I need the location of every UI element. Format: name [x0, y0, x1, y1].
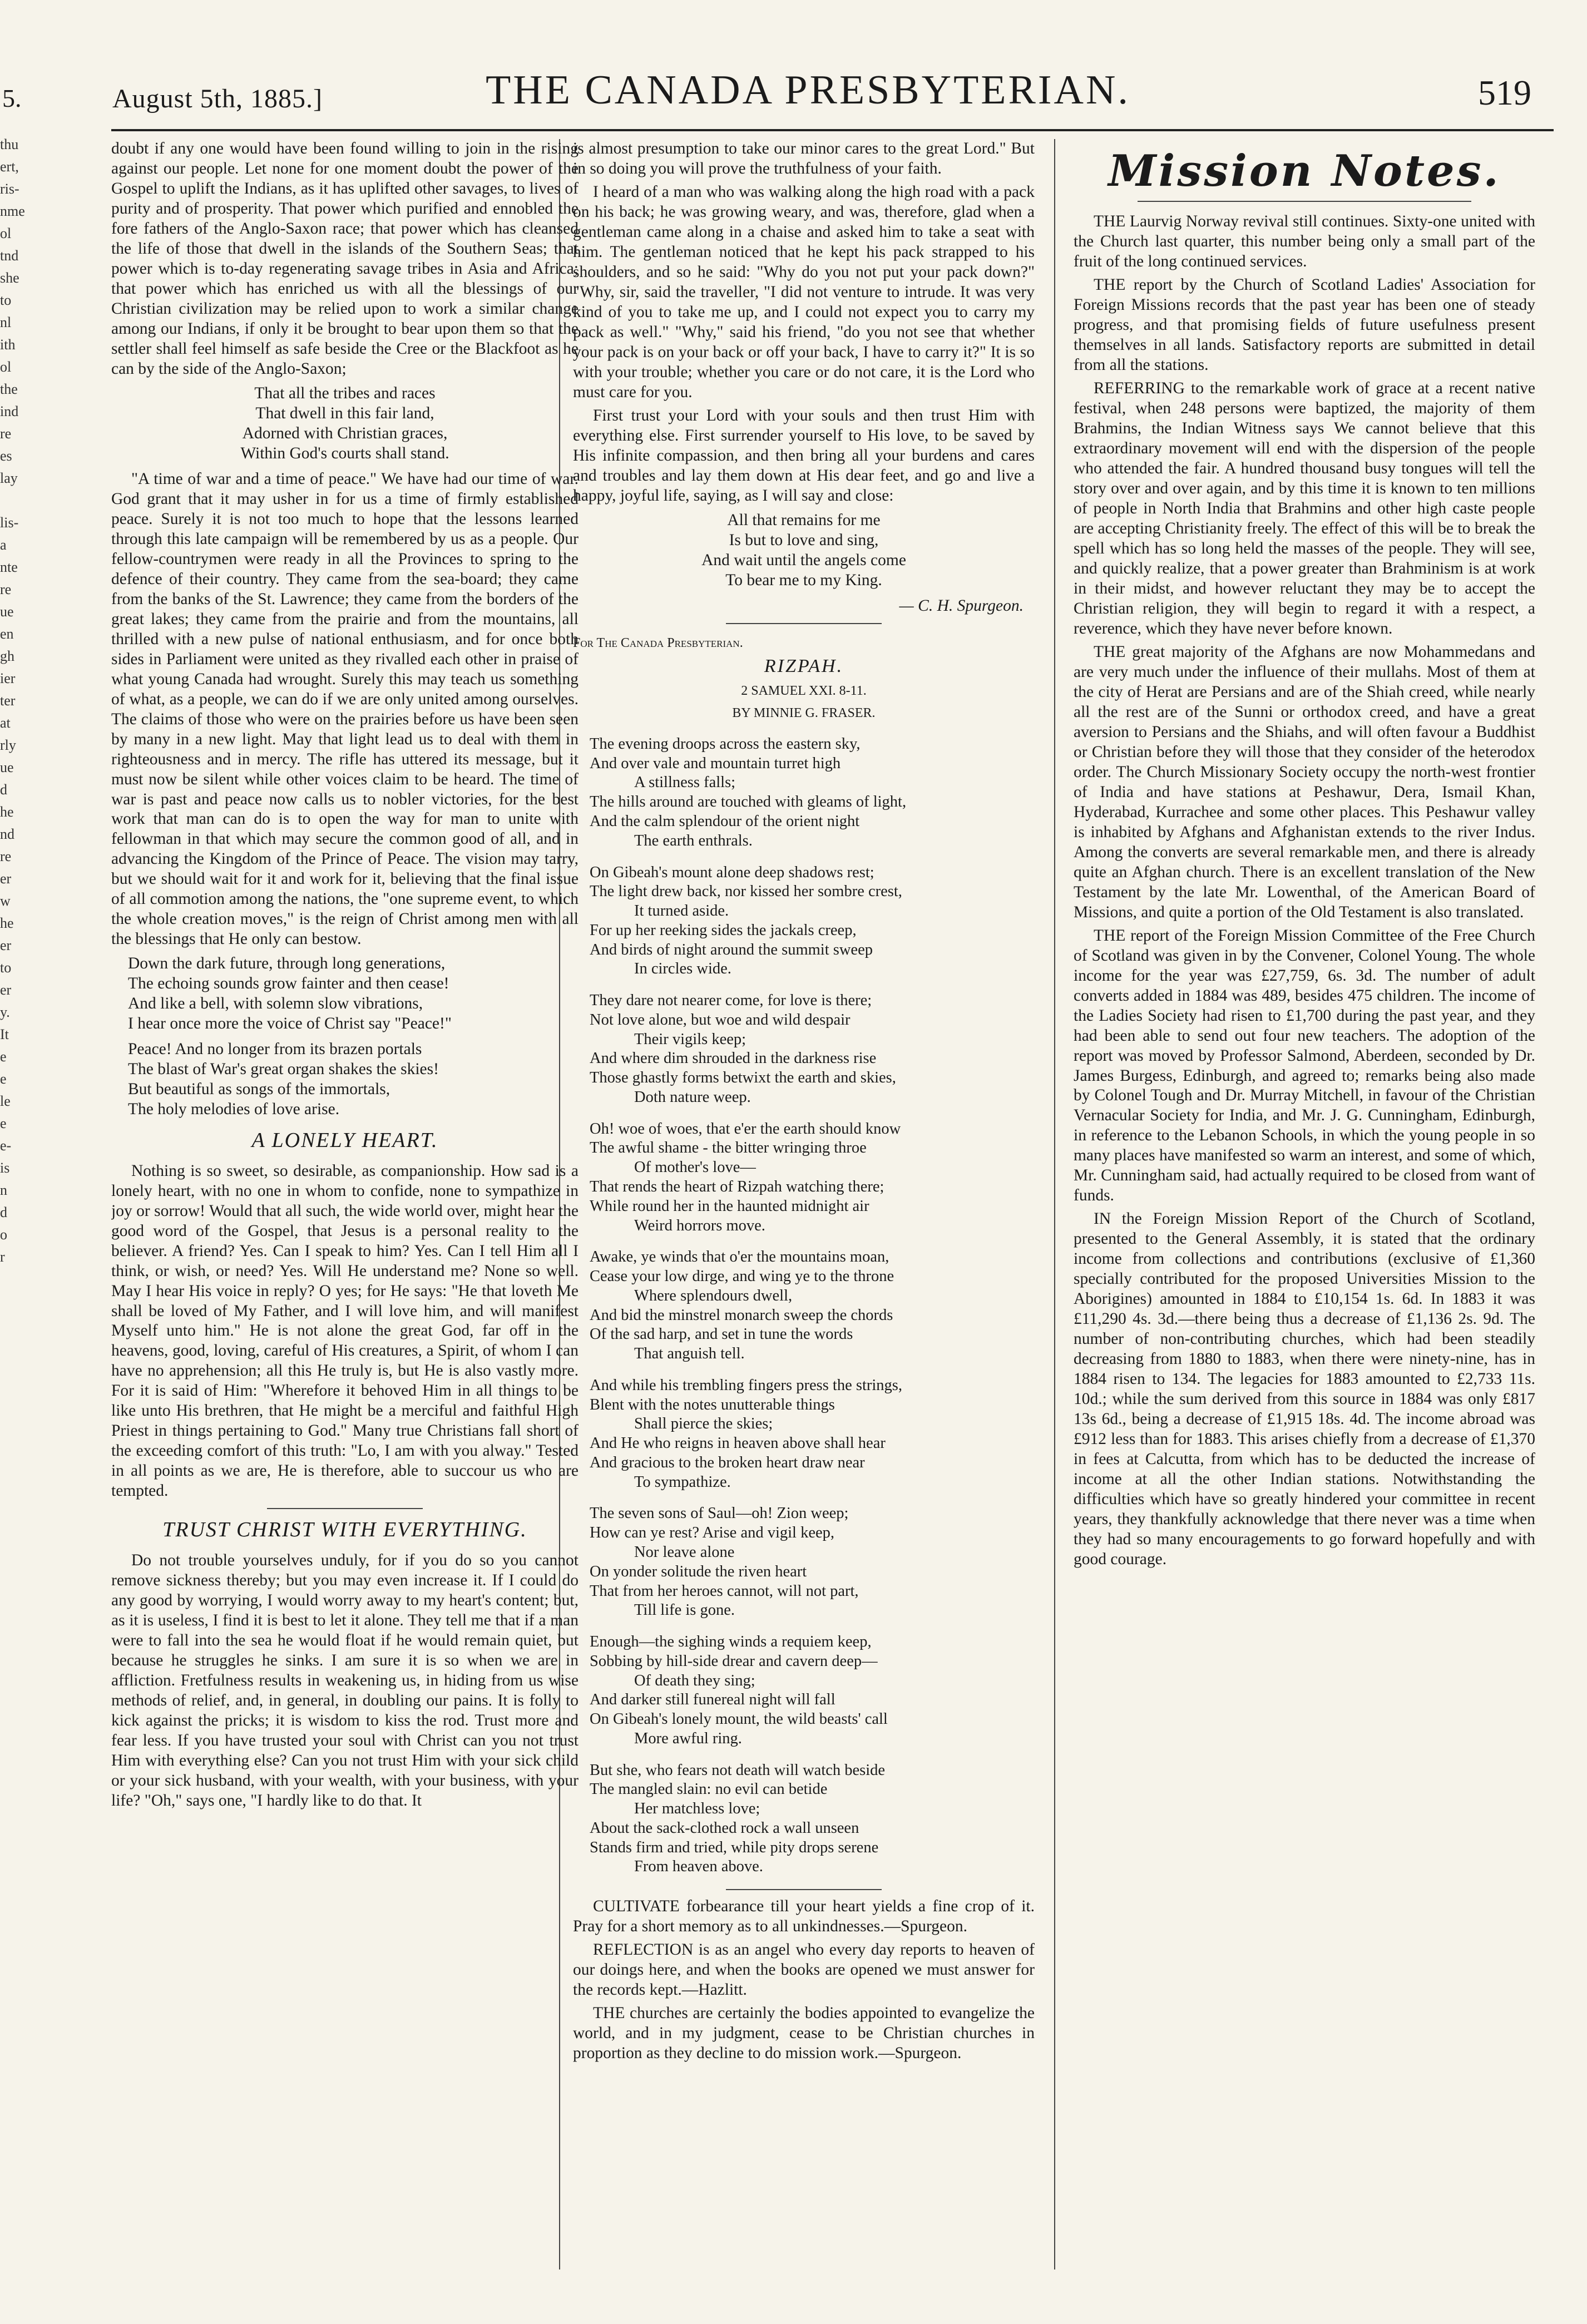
byline-source: For The Canada Presbyterian. [573, 635, 743, 650]
poem-title: RIZPAH. [764, 655, 844, 676]
page-header [51, 56, 1565, 122]
poem-line: And darker still funereal night will fall [590, 1691, 835, 1709]
gutter-fragment: en [0, 626, 14, 642]
gutter-fragment: e [0, 1049, 7, 1065]
gutter-fragment: ris- [0, 181, 19, 197]
poem-line: And over vale and mountain turret high [590, 754, 841, 772]
poem-line: Till life is gone. [634, 1601, 735, 1619]
verse-line: Adorned with Christian graces, [242, 424, 448, 442]
mission-note: THE great majority of the Afghans are now Mohammedans and are very much under the influence of their mullahs. Most of them at the city of Herat are Persians and are of the Shiah creed, while nearly all the rest are of the Sunni or orthodox creed, and have a great aversion to Persians and the Shiahs, and will often favour a Buddhist or Christian before they will those that they consider of the heterodox order. The Church Missionary Society occupy the north-west frontier of India and have stations at Peshawur, Dera, Ismail Khan, Hyderabad, Kurrachee and some other places. This Peshawur valley is inhabited by Afghans and Afghanistan extends to the river Indus. Among the converts are several remarkable men, and there is already quite an Afghan church. There is an excellent translation of the New Testament by the late Mr. Lowenthal, of the American Board of Missions, and quite a portion of the Old Testament is also translated. [1074, 642, 1535, 921]
gutter-fragment: is [0, 1160, 10, 1176]
gutter-fragment: ue [0, 759, 14, 775]
mission-note: REFERRING to the remarkable work of grace at a recent native festival, when 248 persons were baptized, the majority of them Brahmins, the Indian Witness says We cannot believe that this extraordinary movement will end with the dispersion of the people who attended the fair. A hundred thousand busy tongues will tell the story over and over again, and by this time it is known to ten millions of people in North India that Brahmins and other high caste people are accepting Christianity freely. The effect of this will be to break the spell which has so long held the masses of the people. They will see, and quickly realize, that a power greater than Brahminism is at work in their midst, and however reluctant they may be to accept the Christian religion, they will begin to regard it with a respect, a reverence, which they have never before known. [1074, 379, 1535, 637]
gutter-fragment: d [0, 782, 7, 798]
poem-line: It turned aside. [634, 902, 729, 920]
poem-line: The evening droops across the eastern sky, [590, 735, 861, 753]
poem-line: The light drew back, nor kissed her sombre crest, [590, 883, 902, 901]
article-paragraph: First trust your Lord with your souls and then trust Him with everything else. First surrender yourself to His love, to be saved by His infinite compassion, and then bring all your burdens and cares and troubles and lay them down at His dear feet, and go and live a happy, joyful life, saying, as I will say and close: [573, 406, 1035, 505]
gutter-fragment: d [0, 1204, 7, 1220]
section-title: Mission Notes. [1108, 146, 1501, 196]
poem-line: The earth enthrals. [634, 832, 753, 849]
article-paragraph: Nothing is so sweet, so desirable, as companionship. How sad is a lonely heart, with no one in whom to confide, none to sympathize in joy or sorrow! Would that all such, the wide world over, might hear the good word of the Gospel, that Jesus is a personal reality to the believer. A friend? Yes. Can I speak to him? Yes. Can I tell Him all I think, or wish, or need? Yes. Will He understand me? None so well. May I hear His voice in reply? O yes; for He says: "He that loveth Me shall be loved of My Father, and I will love him, and will manifest Myself unto him." He is not alone the great God, far off in the heavens, good, loving, careful of His creatures, a Spirit, of whom I can have no apprehension; all this He truly is, but He is also vastly more. For it is said of Him: "Wherefore it behoved Him in all things to be like unto His brethren, that He might be a merciful and faithful High Priest in things pertaining to God." Many true Christians fall short of the exceeding comfort of this truth: "Lo, I am with you alway." Tested in all points as we are, He is therefore, able to succour us who are tempted. [111, 1161, 579, 1500]
poem-line: Of death they sing; [634, 1672, 755, 1689]
verse-line: But beautiful as songs of the immortals, [128, 1080, 390, 1099]
verse-line: Peace! And no longer from its brazen portals [128, 1040, 422, 1059]
gutter-fragment: er [0, 871, 12, 887]
gutter-fragment: e [0, 1071, 7, 1087]
poem-line: And gracious to the broken heart draw near [590, 1453, 865, 1471]
gutter-fragment: ert, [0, 159, 19, 175]
poem-line: But she, who fears not death will watch beside [590, 1761, 886, 1779]
gutter-fragment: re [0, 581, 12, 597]
poem-stanza [590, 1120, 1035, 1236]
left-gutter-fragments [0, 133, 33, 1357]
poem-line: Of the sad harp, and set in tune the words [590, 1326, 853, 1343]
poem-line: Sobbing by hill-side drear and cavern deep— [590, 1652, 878, 1670]
poem-line: Blent with the notes unutterable things [590, 1396, 835, 1413]
gutter-fragment: nd [0, 826, 14, 842]
gutter-fragment: o [0, 1227, 7, 1243]
poem-line: Of mother's love— [634, 1159, 756, 1176]
section-rule [726, 1889, 882, 1890]
poem-line: For up her reeking sides the jackals creep, [590, 921, 857, 939]
article-paragraph: I heard of a man who was walking along the high road with a pack on his back; he was growing weary, and was, therefore, glad when a gentleman came along in a chaise and asked him to take a seat with him. The gentleman noticed that he kept his pack strapped to his shoulders, and so he said: "Why do you not put your pack down?" "Why, sir, said the traveller, "I did not venture to intrude. It was very kind of you to take me up, and I could not expect you to carry my pack as well." "Why," said his friend, "do you not see that whether your pack is on your back or off your back, I have to carry it?" It is so with your trouble; whether you care or do not care, it is the Lord who must care for you. [573, 182, 1035, 401]
verse-line: To bear me to my King. [725, 571, 882, 589]
poem-line: On Gibeah's lonely mount, the wild beasts' call [590, 1710, 888, 1728]
poem-line: And bid the minstrel monarch sweep the chords [590, 1306, 893, 1324]
poem-line: Not love alone, but woe and wild despair [590, 1011, 851, 1029]
gutter-fragment: e- [0, 1138, 12, 1154]
header-rule [111, 129, 1554, 131]
poem-line: Those ghastly forms betwixt the earth and skies, [590, 1069, 896, 1087]
poem-line: Cease your low dirge, and wing ye to the throne [590, 1268, 894, 1285]
poem-line: The seven sons of Saul—oh! Zion weep; [590, 1505, 849, 1522]
poem-line: The mangled slain: no evil can betide [590, 1781, 828, 1798]
gutter-fragment: ol [0, 225, 12, 241]
gutter-fragment: a [0, 537, 7, 553]
verse-line: Down the dark future, through long generations, [128, 955, 446, 973]
poem-line: The hills around are touched with gleams of light, [590, 793, 907, 811]
gutter-fragment: gh [0, 648, 14, 664]
article-paragraph: doubt if any one would have been found willing to join in the rising against our people. Let none for one moment doubt the power of the Gospel to uplift the Indians, as it has uplifted other savages, to lives of purity and of prosperity. That power which purified and ennobled the fore fathers of the Anglo-Saxon race; that power which has cleansed the life of those that dwell in the islands of the Southern Seas; that power which is to-day regenerating savage tribes in Asia and Africa; that power which has enriched us with all the blessings of our Christian civilization may be relied upon to work a similar change among our Indians, if only it be brought to bear upon them so that the settler shall feel himself as safe beside the Cree or the Blackfoot as he can by the side of the Anglo-Saxon; [111, 140, 579, 378]
verse-quote [111, 384, 579, 464]
poem-stanza [590, 991, 1035, 1107]
poem-line: That anguish tell. [634, 1345, 745, 1363]
poem-author: BY MINNIE G. FRASER. [732, 705, 876, 720]
poem-stanza [590, 863, 1035, 980]
gutter-fragment: e [0, 1115, 7, 1131]
gutter-fragment: ind [0, 403, 19, 419]
poem-line: Their vigils keep; [634, 1030, 746, 1048]
verse-line: And like a bell, with solemn slow vibrations, [128, 995, 423, 1013]
verse-line: The holy melodies of love arise. [128, 1100, 340, 1119]
gutter-fragment: er [0, 937, 12, 953]
verse-line: The blast of War's great organ shakes the skies! [128, 1060, 439, 1079]
gutter-fragment: It [0, 1026, 9, 1042]
poem-line: How can ye rest? Arise and vigil keep, [590, 1524, 835, 1542]
mission-note: THE report of the Foreign Mission Committee of the Free Church of Scotland was given in by the Convener, Colonel Young. The whole income for the year was £27,759, 6s. 3d. The number of adult converts added in 1884 was 489, besides 475 children. The income of the Ladies Society had risen to £1,700 during the past year, and they had been able to send out four new teachers. The adoption of the report was moved by Professor Salmond, Aberdeen, seconded by Dr. James Burgess, Edinburgh, and agreed to; remarks being also made by Colonel Tough and Dr. Murray Mitchell, in favour of the Christian Vernacular Society for India, and Mr. J. G. Cunningham, Edinburgh, in reference to the Lebanon Schools, in which the young people in so many places have manifested so warm an interest, and some of which, Mr. Cunningham said, had actually required to be closed from want of funds. [1074, 926, 1535, 1205]
poem-line: Weird horrors move. [634, 1217, 765, 1234]
poem-stanza [590, 1761, 1035, 1877]
poem-line: More awful ring. [634, 1729, 742, 1747]
column-one [111, 139, 579, 2297]
section-heading: A LONELY HEART. [251, 1129, 438, 1153]
gutter-fragment: er [0, 982, 12, 998]
article-paragraph: REFLECTION is as an angel who every day reports to heaven of our doings here, and when the books are opened we must answer for the records kept.—Hazlitt. [573, 1941, 1035, 1999]
poem-line: To sympathize. [634, 1473, 731, 1491]
poem-line: Where splendours dwell, [634, 1287, 793, 1304]
poem-line: From heaven above. [634, 1858, 763, 1876]
poem-line: Her matchless love; [634, 1800, 760, 1818]
poem-line: Awake, ye winds that o'er the mountains moan, [590, 1248, 889, 1266]
verse-line: Is but to love and sing, [729, 531, 879, 549]
column-divider [1054, 139, 1055, 2269]
poem-body [573, 735, 1035, 1877]
verse-quote [111, 1040, 579, 1120]
page-number: 519 [1478, 73, 1531, 112]
mission-note: THE Laurvig Norway revival still continues. Sixty-one united with the Church last quarter, this number being only a small part of the fruit of the long continued services. [1074, 212, 1535, 271]
verse-line: The echoing sounds grow fainter and then cease! [128, 975, 449, 993]
gutter-fragment: she [0, 270, 19, 286]
poem-line: About the sack-clothed rock a wall unseen [590, 1819, 859, 1837]
gutter-fragment: lis- [0, 515, 19, 531]
section-heading: TRUST CHRIST WITH EVERYTHING. [162, 1518, 527, 1542]
poem-line: That rends the heart of Rizpah watching there; [590, 1178, 884, 1195]
poem-stanza [590, 1248, 1035, 1364]
gutter-fragment: y. [0, 1004, 10, 1020]
section-rule [1138, 201, 1471, 202]
gutter-fragment: he [0, 915, 14, 931]
gutter-fragment: re [0, 426, 12, 442]
gutter-fragment: n [0, 1182, 7, 1198]
poem-line: On yonder solitude the riven heart [590, 1562, 807, 1580]
verse-line: I hear once more the voice of Christ say "Peace!" [128, 1015, 452, 1033]
verse-line: Within God's courts shall stand. [240, 444, 449, 462]
verse-line: And wait until the angels come [701, 551, 906, 569]
gutter-fragment: nte [0, 559, 18, 575]
article-paragraph: is almost presumption to take our minor cares to the great Lord." But in so doing you will prove the truthfulness of your faith. [573, 140, 1035, 177]
poem-line: Doth nature weep. [634, 1088, 751, 1106]
poem-line: And the calm splendour of the orient night [590, 812, 860, 830]
gutter-fragment: to [0, 960, 12, 976]
gutter-fragment: re [0, 848, 12, 864]
section-rule [726, 623, 882, 624]
gutter-fragment: ol [0, 359, 12, 375]
gutter-fragment: rly [0, 737, 16, 753]
poem-stanza [590, 1633, 1035, 1749]
poem-reference: 2 SAMUEL XXI. 8-11. [741, 684, 867, 699]
poem-line: They dare not nearer come, for love is there; [590, 992, 872, 1010]
column-three [1074, 139, 1535, 2297]
article-paragraph: "A time of war and a time of peace." We have had our time of war. God grant that it may usher in for us a time of firmly established peace. Surely it is not too much to hope that the lessons learned through this late campaign will be remembered by us as a people. Our fellow-countrymen were ready in all the Provinces to spring to the defence of their country. They came from the sea-board; they came from the banks of the St. Lawrence; they came from the borders of the great lakes; they came from the prairie and from the mountains, all thrilled with a new pulse of national enthusiasm, and for once both sides in Parliament were united as they rivalled each other in praise of what young Canada had wrought. Surely this may teach us something of what, as a people, we can do if we are only united among ourselves. The claims of those who were on the prairies before us have been seen by many in a new light. May that light lead us to deal with them in righteousness and in mercy. The rifle has uttered its message, but it must now be silent while other voices claim to be heard. The time of war is past and peace now calls us to nobler victories, for the best work that man can do is to open the way for man to unite with fellowman in that which may secure the common good of all, and in advancing the Kingdom of the Prince of Peace. The vision may tarry, but we should wait for it and work for it, believing that the final issue of all commotion among the nations, the "one supreme event, to which the whole creation moves," is the reign of Christ among men with all the blessings that He only can bestow. [111, 469, 579, 948]
signature: — C. H. Spurgeon. [899, 596, 1024, 615]
poem-line: Oh! woe of woes, that e'er the earth should know [590, 1120, 901, 1138]
gutter-fragment [0, 489, 33, 512]
gutter-fragment: thu [0, 136, 19, 152]
gutter-fragment: ier [0, 670, 16, 686]
gutter-fragment: at [0, 715, 11, 731]
gutter-fragment: lay [0, 470, 18, 486]
section-rule [267, 1508, 423, 1509]
gutter-fragment: the [0, 381, 18, 397]
verse-line: All that remains for me [727, 511, 881, 529]
poem-line: Nor leave alone [634, 1544, 735, 1561]
gutter-fragment: le [0, 1093, 11, 1109]
article-paragraph: Do not trouble yourselves unduly, for if you do so you cannot remove sickness thereby; but you may even increase it. If I could do any good by worrying, I would worry away to my heart's content; but, as it is useless, I find it is best to let it alone. They tell me that if a man were to fall into the sea he would float if he would remain quiet, but because he struggles he sinks. I am sure it is so when we are in affliction. Fretfulness results in weakening us, in hiding from us wise methods of relief, and, in general, in doubling our pains. It is folly to kick against the pricks; it is wisdom to kiss the rod. Trust more and fear less. If you have trusted your soul with Christ can you not trust Him with everything else? Can you not trust Him with your sick child or your sick husband, with your wealth, with your business, with your life? "Oh," says one, "I hardly like to do that. It [111, 1551, 579, 1809]
poem-line: In circles wide. [634, 960, 731, 978]
poem-line: While round her in the haunted midnight air [590, 1197, 869, 1215]
mission-note: THE report by the Church of Scotland Ladies' Association for Foreign Missions records that the past year has been one of steady progress, and that promising fields of future usefulness present themselves in all lands. Satisfactory reports are submitted in detail from all the stations. [1074, 276, 1535, 374]
poem-line: And where dim shrouded in the darkness rise [590, 1050, 877, 1067]
poem-stanza [590, 735, 1035, 851]
poem-line: And birds of night around the summit sweep [590, 941, 873, 958]
gutter-fragment: nl [0, 314, 12, 330]
verse-quote [111, 954, 579, 1034]
poem-line: The awful shame - the bitter wringing throe [590, 1139, 867, 1157]
gutter-fragment: w [0, 893, 11, 909]
poem-line: And He who reigns in heaven above shall hear [590, 1435, 886, 1452]
mission-note: IN the Foreign Mission Report of the Church of Scotland, presented to the General Assembly, it is stated that the ordinary income from collections and contributions (exclusive of £1,360 specially contributed for the proposed Universities Mission to the Aborigines) amounted in 1884 to £10,154 1s. 6d. In 1883 it was £11,290 4s. 3d.—there being thus a decrease of £1,136 2s. 9d. The number of non-contributing churches, which had been steadily decreasing from 1880 to 1883, when there were ninety-nine, has in 1884 risen to 134. The legacies for 1883 amounted to £2,733 11s. 10d.; while the sum derived from this source in 1884 was only £817 13s 6d., being a decrease of £1,915 18s. 4d. The income abroad was £912 less than for 1883. This arises chiefly from a decrease of £1,370 in fees at Calcutta, from which has to be deducted the increase of income at all the other Indian stations. Notwithstanding the difficulties which have so greatly hindered your committee in recent years, they thankfully acknowledge that there never was a time when they had so many encouragements to go forward hopefully and with good courage. [1074, 1210, 1535, 1569]
issue-date: August 5th, 1885.] [112, 84, 323, 113]
poem-line: Shall pierce the skies; [634, 1415, 773, 1433]
poem-line: Enough—the sighing winds a requiem keep, [590, 1633, 872, 1651]
article-paragraph: THE churches are certainly the bodies appointed to evangelize the world, and in my judgment, cease to be Christian churches in proportion as they decline to do mission work.—Spurgeon. [573, 2004, 1035, 2063]
poem-stanza [590, 1504, 1035, 1620]
poem-line: Stands firm and tried, while pity drops serene [590, 1838, 879, 1856]
verse-line: That dwell in this fair land, [255, 404, 434, 422]
poem-stanza [590, 1376, 1035, 1492]
verse-line: That all the tribes and races [254, 384, 436, 402]
newspaper-title: THE CANADA PRESBYTERIAN. [486, 67, 1130, 113]
gutter-fragment: he [0, 804, 14, 820]
gutter-fragment: nme [0, 203, 25, 219]
poem-line: And while his trembling fingers press the strings, [590, 1376, 903, 1394]
gutter-fragment: es [0, 448, 12, 464]
gutter-fragment: tnd [0, 248, 19, 264]
gutter-fragment: ue [0, 604, 14, 620]
poem-line: That from her heroes cannot, will not part, [590, 1582, 859, 1600]
page-margin-mark: 5. [2, 84, 22, 112]
gutter-fragment: r [0, 1249, 5, 1265]
poem-line: On Gibeah's mount alone deep shadows rest; [590, 863, 874, 881]
verse-quote [573, 511, 1035, 591]
gutter-fragment: to [0, 292, 12, 308]
gutter-fragment: ter [0, 693, 16, 709]
poem-line: A stillness falls; [634, 774, 736, 792]
column-two [573, 139, 1035, 2297]
article-paragraph: CULTIVATE forbearance till your heart yields a fine crop of it. Pray for a short memory as to all unkindnesses.—Spurgeon. [573, 1897, 1035, 1936]
gutter-fragment: ith [0, 337, 16, 353]
